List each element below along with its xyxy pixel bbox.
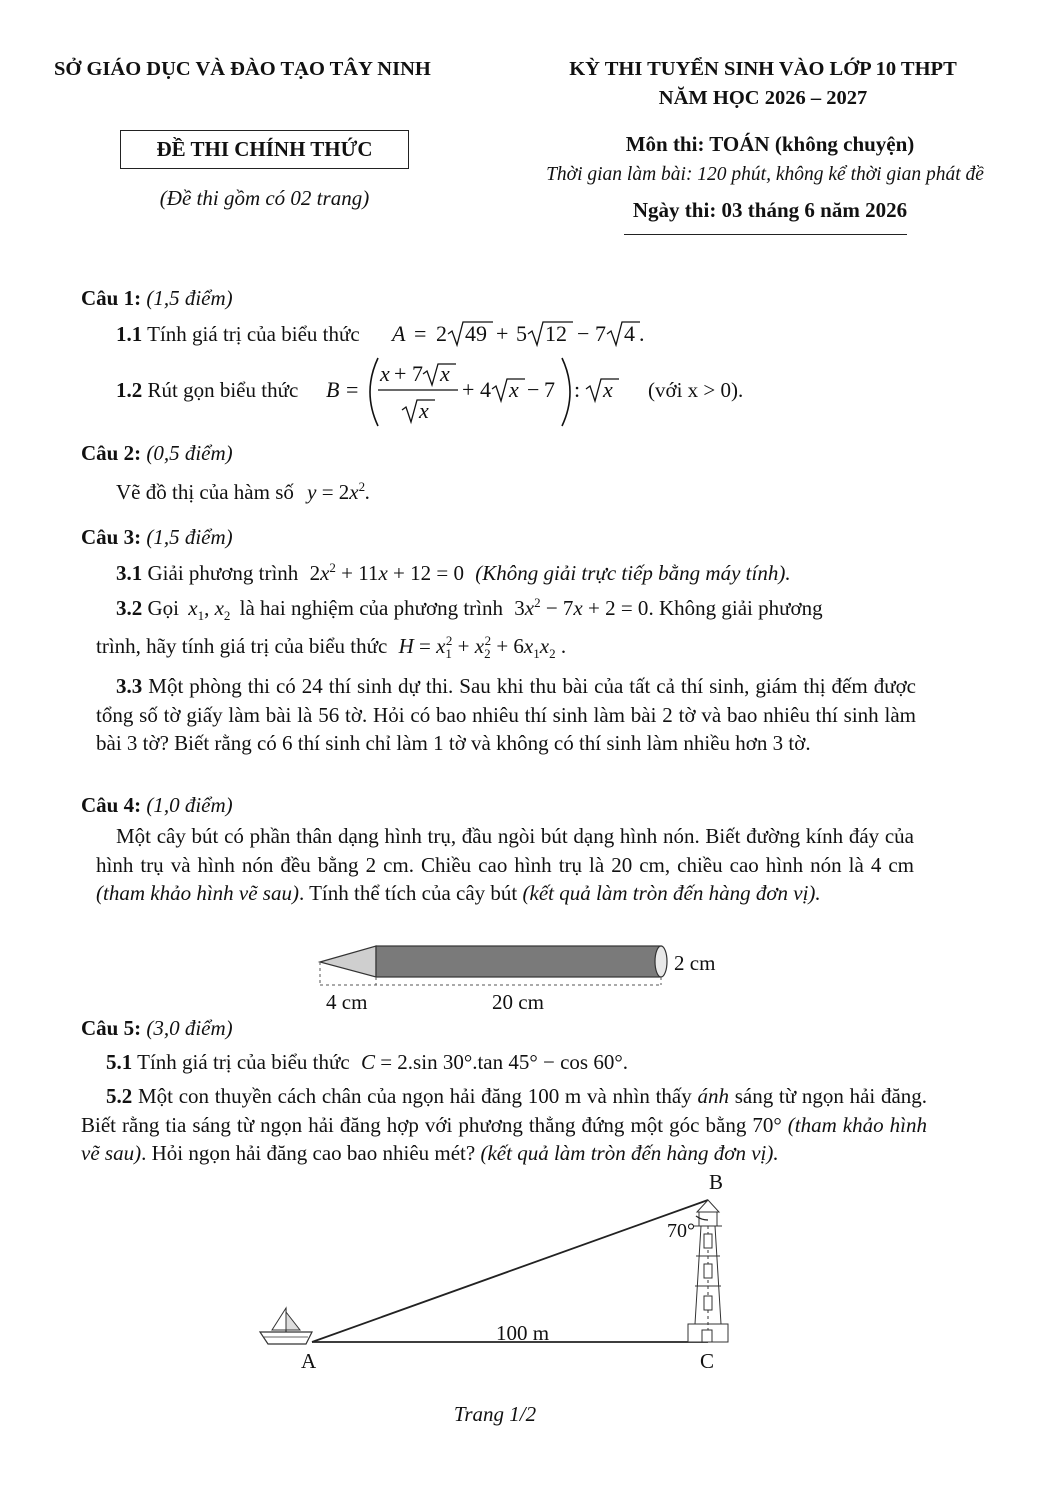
- q3-2-text-c: . Không giải phương: [648, 596, 823, 620]
- pen-cone-length-label: 4 cm: [326, 990, 368, 1014]
- svg-text:5: 5: [516, 321, 527, 346]
- q5-2-text-b: ánh: [697, 1084, 729, 1108]
- q3-heading: [81, 525, 233, 550]
- point-C-label: C: [700, 1349, 715, 1373]
- q3-1-note: (Không giải trực tiếp bằng máy tính).: [475, 561, 791, 585]
- q4-label: Câu 4:: [81, 793, 142, 817]
- q4-text-b: (tham khảo hình vẽ sau): [96, 881, 299, 905]
- svg-text:x: x: [380, 361, 390, 386]
- svg-text:x: x: [419, 398, 429, 423]
- pen-cone: [320, 946, 376, 977]
- q3-2-number: 3.2: [116, 596, 143, 620]
- q5-1: [106, 1050, 628, 1075]
- q5-1-text: Tính giá trị của biểu thức: [137, 1050, 350, 1074]
- boat-icon: [260, 1308, 312, 1344]
- q5-2-text-a: Một con thuyền cách chân của ngọn hải đăng 100 m và nhìn thấy: [137, 1084, 692, 1108]
- pen-cylinder: [376, 946, 661, 977]
- q2-heading: [81, 441, 233, 466]
- official-exam-box: ĐỀ THI CHÍNH THỨC: [120, 130, 409, 169]
- q1-2-formula: [322, 352, 632, 432]
- q5-points: (3,0 điểm): [146, 1016, 233, 1040]
- q2-points: (0,5 điểm): [146, 441, 233, 465]
- q3-2-text-a: Gọi: [147, 596, 179, 620]
- q1-1: [116, 322, 360, 347]
- svg-text:7: 7: [412, 361, 423, 386]
- time-line: Thời gian làm bài: 120 phút, không kể thời gian phát đề: [546, 164, 984, 185]
- svg-text:4: 4: [480, 377, 491, 402]
- distance-label: 100 m: [496, 1321, 550, 1345]
- q5-heading: [81, 1016, 233, 1041]
- q1-heading: [81, 286, 233, 311]
- svg-text:49: 49: [465, 321, 487, 346]
- lighthouse-figure: [250, 1166, 770, 1381]
- q4-text-a: Một cây bút có phần thân dạng hình trụ, đầu ngòi bút dạng hình nón. Biết đường kính đáy của hình trụ và hình nón đều bằng 2 cm. Chiều cao hình trụ là 20 cm, chiều cao hình nón là 4 cm: [96, 824, 914, 877]
- q3-label: Câu 3:: [81, 525, 142, 549]
- q5-label: Câu 5:: [81, 1016, 142, 1040]
- q5-1-number: 5.1: [106, 1050, 133, 1074]
- svg-text:+: +: [496, 321, 509, 346]
- svg-text:x: x: [440, 361, 450, 386]
- svg-text:x: x: [603, 377, 613, 402]
- svg-text:=: =: [346, 377, 359, 402]
- q1-points: (1,5 điểm): [146, 286, 233, 310]
- svg-text:7: 7: [595, 321, 606, 346]
- q5-2-text-f: (kết quả làm tròn đến hàng đơn vị).: [480, 1141, 779, 1165]
- department-name: SỞ GIÁO DỤC VÀ ĐÀO TẠO TÂY NINH: [54, 58, 431, 80]
- pages-note: (Đề thi gồm có 02 trang): [159, 186, 370, 210]
- q5-2-text-d: (tham khảo hình vẽ sau): [81, 1112, 927, 1165]
- q1-1-text: Tính giá trị của biểu thức: [147, 322, 360, 346]
- q2-text-label: Vẽ đồ thị của hàm số: [116, 480, 294, 504]
- q1-2-condition: (với x > 0).: [648, 378, 744, 402]
- angle-70-label: 70°: [667, 1220, 695, 1242]
- svg-text:.: .: [639, 321, 645, 346]
- q1-label: Câu 1:: [81, 286, 142, 310]
- svg-text:=: =: [414, 321, 427, 346]
- q5-2-text-e: . Hỏi ngọn hải đăng cao bao nhiêu mét?: [141, 1141, 476, 1165]
- q3-2-equation: $3x^2 - 7x + 2 = 0$: [514, 595, 649, 620]
- page-number: Trang 1/2: [453, 1402, 537, 1426]
- q2-text: [116, 480, 370, 505]
- q3-2-expression: $H = x_1^2 + x_2^2 + 6x_1x_2$ .: [398, 633, 567, 662]
- svg-text:B: B: [326, 377, 340, 402]
- school-year: NĂM HỌC 2026 – 2027: [658, 87, 868, 109]
- pen-diameter-label: 2 cm: [674, 951, 716, 975]
- q2-label: Câu 2:: [81, 441, 142, 465]
- svg-text:−: −: [577, 321, 590, 346]
- q3-3-text: Một phòng thi có 24 thí sinh dự thi. Sau khi thu bài của tất cả thí sinh, giám thị đếm được tổng số tờ giấy làm bài là 56 tờ. Hỏi có bao nhiêu thí sinh làm bài 2 tờ và bao nhiêu thí sinh làm bài 3 tờ? Biết rằng có 6 thí sinh chỉ làm 1 tờ và không có thí sinh làm nhiều hơn 3 tờ.: [96, 674, 917, 755]
- q3-2-text-b: là hai nghiệm của phương trình: [239, 596, 503, 620]
- q4-text-c: . Tính thể tích của cây bút: [298, 881, 518, 905]
- q1-2-number: 1.2: [116, 378, 143, 402]
- q3-1: [116, 561, 791, 586]
- q3-1-formula: $2x^2 + 11x + 12 = 0$: [309, 560, 464, 585]
- q3-points: (1,5 điểm): [146, 525, 233, 549]
- q3-2-line2: [96, 633, 567, 662]
- svg-text:x: x: [509, 377, 519, 402]
- q1-2: [116, 378, 298, 403]
- svg-text:4: 4: [624, 321, 635, 346]
- header-underline: [624, 234, 907, 235]
- q5-1-formula: C = 2.sin 30°.tan 45° − cos 60°.: [360, 1050, 629, 1074]
- pen-figure: [300, 935, 760, 1020]
- subject-line: Môn thi: TOÁN (không chuyện): [625, 132, 915, 156]
- svg-text:A: A: [392, 321, 406, 346]
- q3-2-text-d: trình, hãy tính giá trị của biểu thức: [96, 634, 388, 658]
- q3-1-text: Giải phương trình: [147, 561, 299, 585]
- point-A-label: A: [301, 1349, 317, 1373]
- q4-points: (1,0 điểm): [146, 793, 233, 817]
- q2-formula: $y = 2x^2$.: [307, 479, 371, 504]
- pen-end-ellipse: [655, 946, 667, 977]
- q3-1-number: 3.1: [116, 561, 143, 585]
- q1-1-formula: [388, 314, 648, 354]
- q3-3: [96, 672, 916, 758]
- q1-2-text: Rút gọn biểu thức: [147, 378, 299, 402]
- q3-2-line1: [116, 595, 823, 624]
- svg-text::: :: [574, 377, 581, 402]
- date-line: Ngày thi: 03 tháng 6 năm 2026: [632, 198, 908, 222]
- q4-text-d: (kết quả làm tròn đến hàng đơn vị).: [522, 881, 821, 905]
- q3-2-roots: $x_1$, $x_2$: [188, 596, 231, 624]
- q5-2-number: 5.2: [106, 1084, 133, 1108]
- svg-text:2: 2: [436, 321, 447, 346]
- svg-text:−: −: [527, 377, 540, 402]
- q1-1-number: 1.1: [116, 322, 143, 346]
- q3-3-number: 3.3: [116, 674, 143, 698]
- svg-text:7: 7: [544, 377, 555, 402]
- svg-text:+: +: [394, 361, 407, 386]
- pen-cylinder-length-label: 20 cm: [492, 990, 544, 1014]
- q5-2-text-c: sáng từ ngọn hải đăng. Biết rằng tia sáng từ ngọn hải đăng hợp với phương thẳng đứng một góc bằng 70°: [81, 1084, 928, 1137]
- svg-text:12: 12: [545, 321, 567, 346]
- point-B-label: B: [709, 1170, 724, 1194]
- q5-2: [81, 1082, 927, 1168]
- q4-text: [96, 822, 914, 908]
- q4-heading: [81, 793, 233, 818]
- svg-text:+: +: [462, 377, 475, 402]
- exam-title: KỲ THI TUYỂN SINH VÀO LỚP 10 THPT: [569, 58, 957, 80]
